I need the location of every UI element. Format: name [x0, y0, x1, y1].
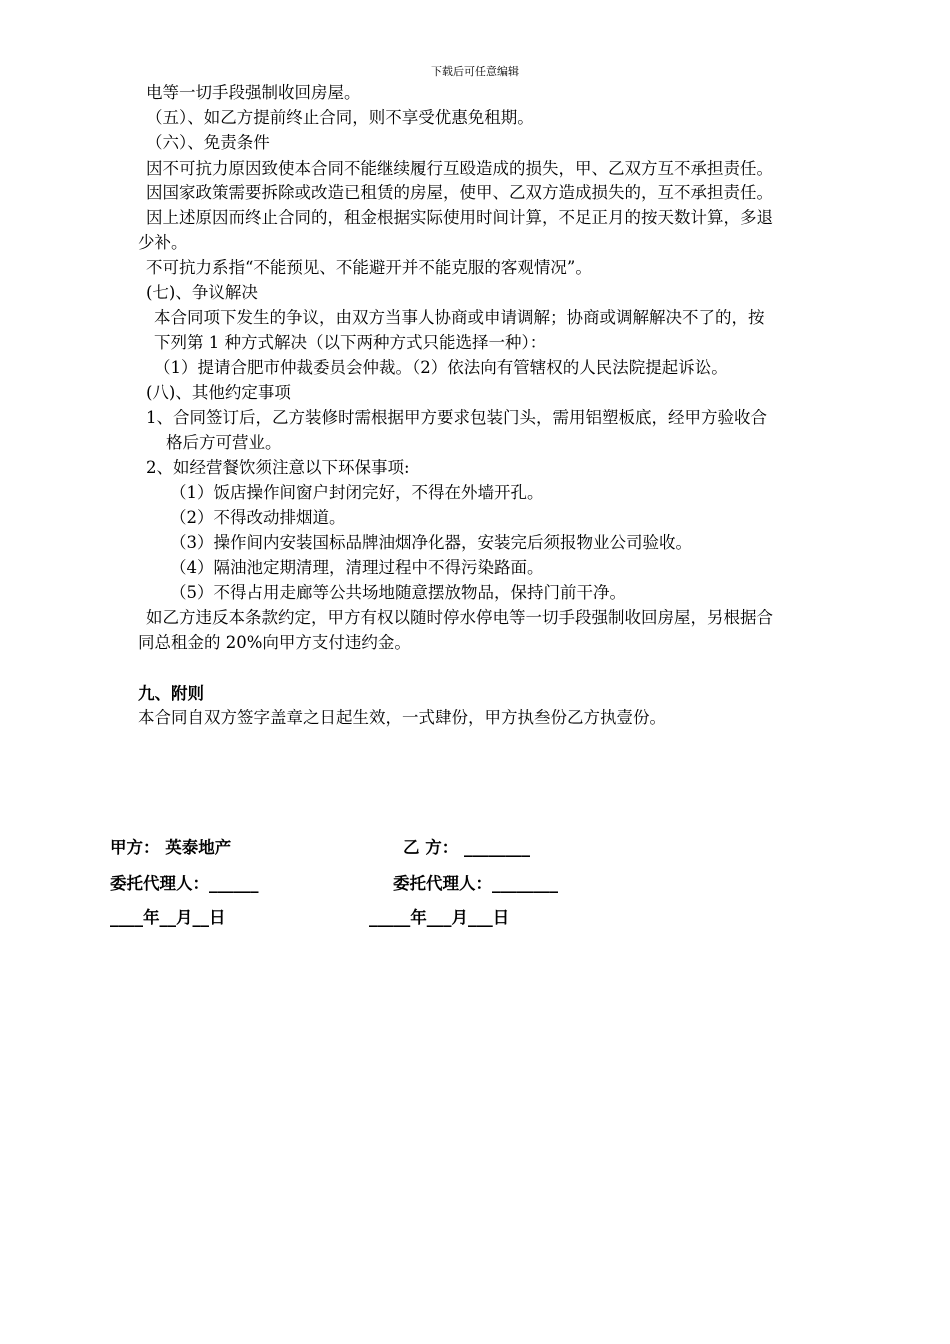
body-line: 同总租金的 20%向甲方支付违约金。 — [138, 633, 411, 652]
body-line: 格后方可营业。 — [166, 433, 282, 452]
list-item: （1）饭店操作间窗户封闭完好，不得在外墙开孔。 — [170, 483, 544, 502]
party-a-label: 甲方： 英泰地产 — [110, 838, 232, 857]
body-line: 本合同项下发生的争议，由双方当事人协商或申请调解；协商或调解解决不了的，按 — [154, 308, 765, 327]
agent-a-label: 委托代理人：______ — [110, 874, 259, 893]
body-line: 2、如经营餐饮须注意以下环保事项: — [146, 458, 410, 477]
list-item: （5）不得占用走廊等公共场地随意摆放物品，保持门前干净。 — [170, 583, 626, 602]
body-line: 因不可抗力原因致使本合同不能继续履行互殴造成的损失，甲、乙双方互不承担责任。 — [146, 159, 773, 178]
list-item: （4）隔油池定期清理，清理过程中不得污染路面。 — [170, 558, 544, 577]
page-header-note: 下载后可任意编辑 — [431, 65, 519, 78]
date-a-label: ____年__月__日 — [110, 908, 226, 927]
section-heading: 九、附则 — [138, 684, 204, 703]
list-item: （3）操作间内安装国标品牌油烟净化器，安装完后须报物业公司验收。 — [170, 533, 692, 552]
body-line: 1、合同签订后，乙方装修时需根据甲方要求包装门头，需用铝塑板底，经甲方验收合 — [146, 408, 767, 427]
agent-b-label: 委托代理人：________ — [393, 874, 558, 893]
date-b-label: _____年___月___日 — [369, 908, 510, 927]
party-b-label: 乙 方： ________ — [403, 838, 530, 857]
body-line: 不可抗力系指“不能预见、不能避开并不能克服的客观情况”。 — [146, 258, 592, 277]
clause-heading: (八)、其他约定事项 — [146, 383, 291, 402]
body-line: 因国家政策需要拆除或改造已租赁的房屋，使甲、乙双方造成损失的，互不承担责任。 — [146, 183, 773, 202]
list-item: （2）不得改动排烟道。 — [170, 508, 346, 527]
body-line: 下列第 1 种方式解决（以下两种方式只能选择一种）： — [154, 333, 547, 352]
body-line: 如乙方违反本条款约定，甲方有权以随时停水停电等一切手段强制收回房屋，另根据合 — [146, 608, 773, 627]
clause-heading: (七)、争议解决 — [146, 283, 258, 302]
body-line: （五）、如乙方提前终止合同，则不享受优惠免租期。 — [146, 108, 534, 127]
body-line: 电等一切手段强制收回房屋。 — [146, 83, 361, 102]
body-line: 少补。 — [138, 233, 188, 252]
section-text: 本合同自双方签字盖章之日起生效，一式肆份，甲方执叁份乙方执壹份。 — [138, 708, 666, 727]
body-line: （1）提请合肥市仲裁委员会仲裁。（2）依法向有管辖权的人民法院提起诉讼。 — [154, 358, 728, 377]
body-line: 因上述原因而终止合同的，租金根据实际使用时间计算，不足正月的按天数计算，多退 — [146, 208, 773, 227]
clause-heading: （六）、免责条件 — [146, 133, 270, 152]
